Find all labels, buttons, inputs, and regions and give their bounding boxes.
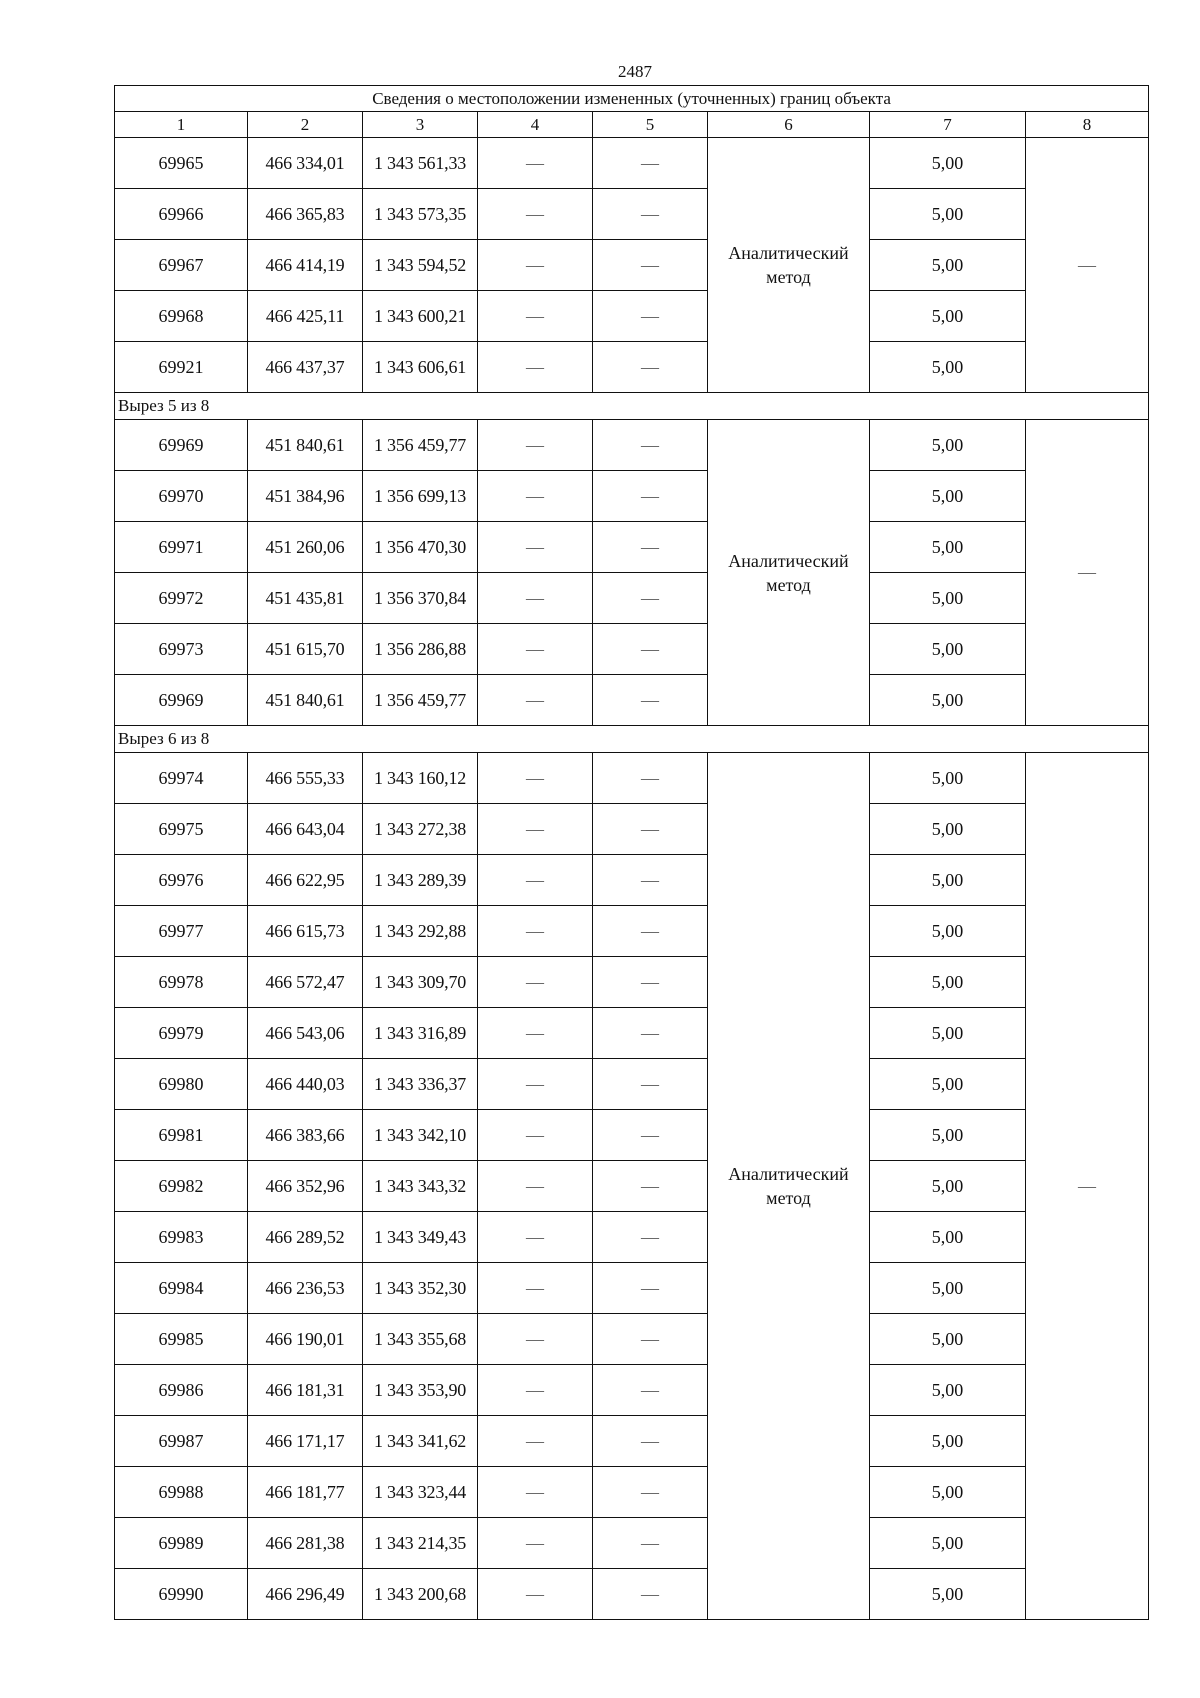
column-4-cell: — (478, 240, 593, 291)
x-coordinate-cell: 466 181,31 (248, 1365, 363, 1416)
y-coordinate-cell: 1 356 286,88 (363, 624, 478, 675)
column-5-cell: — (593, 1212, 708, 1263)
column-4-cell: — (478, 1263, 593, 1314)
column-4-cell: — (478, 471, 593, 522)
y-coordinate-cell: 1 343 336,37 (363, 1059, 478, 1110)
accuracy-cell: 5,00 (870, 1569, 1026, 1620)
y-coordinate-cell: 1 343 289,39 (363, 855, 478, 906)
accuracy-cell: 5,00 (870, 291, 1026, 342)
column-4-cell: — (478, 624, 593, 675)
column-4-cell: — (478, 573, 593, 624)
section-header-row (115, 393, 1149, 420)
accuracy-cell: 5,00 (870, 624, 1026, 675)
point-number-cell: 69986 (115, 1365, 248, 1416)
column-4-cell: — (478, 1314, 593, 1365)
table-row (115, 1518, 1149, 1569)
accuracy-cell: 5,00 (870, 138, 1026, 189)
column-8-cell: — (1026, 420, 1149, 726)
x-coordinate-cell: 466 296,49 (248, 1569, 363, 1620)
x-coordinate-cell: 451 615,70 (248, 624, 363, 675)
y-coordinate-cell: 1 343 316,89 (363, 1008, 478, 1059)
column-5-cell: — (593, 291, 708, 342)
column-4-cell: — (478, 1569, 593, 1620)
accuracy-cell: 5,00 (870, 906, 1026, 957)
column-4-cell: — (478, 138, 593, 189)
accuracy-cell: 5,00 (870, 675, 1026, 726)
column-5-cell: — (593, 804, 708, 855)
accuracy-cell: 5,00 (870, 1161, 1026, 1212)
column-5-cell: — (593, 1569, 708, 1620)
point-number-cell: 69990 (115, 1569, 248, 1620)
y-coordinate-cell: 1 343 343,32 (363, 1161, 478, 1212)
column-number: 5 (593, 112, 708, 138)
column-number: 6 (708, 112, 870, 138)
table-row (115, 1467, 1149, 1518)
x-coordinate-cell: 466 190,01 (248, 1314, 363, 1365)
column-4-cell: — (478, 420, 593, 471)
accuracy-cell: 5,00 (870, 240, 1026, 291)
y-coordinate-cell: 1 356 470,30 (363, 522, 478, 573)
method-cell: Аналитический метод (708, 420, 870, 726)
point-number-cell: 69969 (115, 675, 248, 726)
y-coordinate-cell: 1 343 342,10 (363, 1110, 478, 1161)
x-coordinate-cell: 466 334,01 (248, 138, 363, 189)
y-coordinate-cell: 1 356 459,77 (363, 675, 478, 726)
point-number-cell: 69978 (115, 957, 248, 1008)
accuracy-cell: 5,00 (870, 1008, 1026, 1059)
x-coordinate-cell: 451 840,61 (248, 675, 363, 726)
column-4-cell: — (478, 1212, 593, 1263)
column-4-cell: — (478, 342, 593, 393)
table-row (115, 240, 1149, 291)
y-coordinate-cell: 1 343 292,88 (363, 906, 478, 957)
column-5-cell: — (593, 906, 708, 957)
column-5-cell: — (593, 573, 708, 624)
table-title: Сведения о местоположении измененных (уточненных) границ объекта (115, 86, 1149, 112)
y-coordinate-cell: 1 356 370,84 (363, 573, 478, 624)
y-coordinate-cell: 1 343 561,33 (363, 138, 478, 189)
point-number-cell: 69979 (115, 1008, 248, 1059)
table-row (115, 189, 1149, 240)
column-number-row (115, 112, 1149, 138)
table-row (115, 522, 1149, 573)
column-4-cell: — (478, 804, 593, 855)
column-4-cell: — (478, 1110, 593, 1161)
column-5-cell: — (593, 753, 708, 804)
point-number-cell: 69983 (115, 1212, 248, 1263)
boundary-coordinates-table (114, 85, 1149, 1620)
x-coordinate-cell: 466 543,06 (248, 1008, 363, 1059)
table-row (115, 1314, 1149, 1365)
x-coordinate-cell: 451 260,06 (248, 522, 363, 573)
table-row (115, 675, 1149, 726)
column-5-cell: — (593, 957, 708, 1008)
accuracy-cell: 5,00 (870, 1212, 1026, 1263)
table-row (115, 291, 1149, 342)
y-coordinate-cell: 1 343 355,68 (363, 1314, 478, 1365)
column-4-cell: — (478, 753, 593, 804)
point-number-cell: 69981 (115, 1110, 248, 1161)
point-number-cell: 69921 (115, 342, 248, 393)
column-5-cell: — (593, 138, 708, 189)
accuracy-cell: 5,00 (870, 1314, 1026, 1365)
x-coordinate-cell: 466 289,52 (248, 1212, 363, 1263)
accuracy-cell: 5,00 (870, 573, 1026, 624)
accuracy-cell: 5,00 (870, 1263, 1026, 1314)
table-row (115, 342, 1149, 393)
column-5-cell: — (593, 189, 708, 240)
column-number: 1 (115, 112, 248, 138)
column-5-cell: — (593, 1314, 708, 1365)
x-coordinate-cell: 466 615,73 (248, 906, 363, 957)
x-coordinate-cell: 466 555,33 (248, 753, 363, 804)
column-5-cell: — (593, 1161, 708, 1212)
y-coordinate-cell: 1 343 594,52 (363, 240, 478, 291)
accuracy-cell: 5,00 (870, 420, 1026, 471)
column-4-cell: — (478, 189, 593, 240)
column-4-cell: — (478, 1059, 593, 1110)
column-5-cell: — (593, 240, 708, 291)
y-coordinate-cell: 1 343 600,21 (363, 291, 478, 342)
y-coordinate-cell: 1 356 459,77 (363, 420, 478, 471)
column-8-cell: — (1026, 753, 1149, 1620)
column-number: 8 (1026, 112, 1149, 138)
table-row (115, 1161, 1149, 1212)
y-coordinate-cell: 1 343 573,35 (363, 189, 478, 240)
point-number-cell: 69976 (115, 855, 248, 906)
y-coordinate-cell: 1 343 214,35 (363, 1518, 478, 1569)
column-number: 3 (363, 112, 478, 138)
x-coordinate-cell: 451 840,61 (248, 420, 363, 471)
column-5-cell: — (593, 1110, 708, 1161)
accuracy-cell: 5,00 (870, 1110, 1026, 1161)
table-row (115, 1365, 1149, 1416)
point-number-cell: 69968 (115, 291, 248, 342)
point-number-cell: 69989 (115, 1518, 248, 1569)
table-row (115, 804, 1149, 855)
column-4-cell: — (478, 1161, 593, 1212)
point-number-cell: 69980 (115, 1059, 248, 1110)
method-cell: Аналитический метод (708, 138, 870, 393)
point-number-cell: 69966 (115, 189, 248, 240)
table-row (115, 855, 1149, 906)
point-number-cell: 69975 (115, 804, 248, 855)
x-coordinate-cell: 466 622,95 (248, 855, 363, 906)
column-5-cell: — (593, 1467, 708, 1518)
accuracy-cell: 5,00 (870, 804, 1026, 855)
table-row (115, 471, 1149, 522)
accuracy-cell: 5,00 (870, 957, 1026, 1008)
table-row (115, 1416, 1149, 1467)
x-coordinate-cell: 466 414,19 (248, 240, 363, 291)
y-coordinate-cell: 1 343 323,44 (363, 1467, 478, 1518)
column-5-cell: — (593, 624, 708, 675)
column-4-cell: — (478, 957, 593, 1008)
column-5-cell: — (593, 1518, 708, 1569)
column-5-cell: — (593, 1008, 708, 1059)
x-coordinate-cell: 466 572,47 (248, 957, 363, 1008)
accuracy-cell: 5,00 (870, 1416, 1026, 1467)
table-row (115, 753, 1149, 804)
y-coordinate-cell: 1 343 341,62 (363, 1416, 478, 1467)
accuracy-cell: 5,00 (870, 1518, 1026, 1569)
table-row (115, 138, 1149, 189)
table-row (115, 906, 1149, 957)
point-number-cell: 69973 (115, 624, 248, 675)
x-coordinate-cell: 466 643,04 (248, 804, 363, 855)
section-header-row (115, 726, 1149, 753)
point-number-cell: 69984 (115, 1263, 248, 1314)
column-8-cell: — (1026, 138, 1149, 393)
table-row (115, 1059, 1149, 1110)
point-number-cell: 69987 (115, 1416, 248, 1467)
column-5-cell: — (593, 420, 708, 471)
y-coordinate-cell: 1 343 352,30 (363, 1263, 478, 1314)
column-5-cell: — (593, 471, 708, 522)
y-coordinate-cell: 1 356 699,13 (363, 471, 478, 522)
x-coordinate-cell: 466 181,77 (248, 1467, 363, 1518)
y-coordinate-cell: 1 343 272,38 (363, 804, 478, 855)
point-number-cell: 69965 (115, 138, 248, 189)
column-4-cell: — (478, 1008, 593, 1059)
column-5-cell: — (593, 855, 708, 906)
column-4-cell: — (478, 522, 593, 573)
column-5-cell: — (593, 522, 708, 573)
column-number: 4 (478, 112, 593, 138)
point-number-cell: 69985 (115, 1314, 248, 1365)
point-number-cell: 69988 (115, 1467, 248, 1518)
column-5-cell: — (593, 1416, 708, 1467)
accuracy-cell: 5,00 (870, 522, 1026, 573)
accuracy-cell: 5,00 (870, 342, 1026, 393)
table-row (115, 1212, 1149, 1263)
y-coordinate-cell: 1 343 606,61 (363, 342, 478, 393)
x-coordinate-cell: 466 171,17 (248, 1416, 363, 1467)
x-coordinate-cell: 466 365,83 (248, 189, 363, 240)
section-label: Вырез 5 из 8 (115, 393, 1149, 420)
accuracy-cell: 5,00 (870, 1365, 1026, 1416)
y-coordinate-cell: 1 343 353,90 (363, 1365, 478, 1416)
section-label: Вырез 6 из 8 (115, 726, 1149, 753)
point-number-cell: 69972 (115, 573, 248, 624)
x-coordinate-cell: 451 384,96 (248, 471, 363, 522)
y-coordinate-cell: 1 343 200,68 (363, 1569, 478, 1620)
column-4-cell: — (478, 1518, 593, 1569)
y-coordinate-cell: 1 343 309,70 (363, 957, 478, 1008)
method-cell: Аналитический метод (708, 753, 870, 1620)
accuracy-cell: 5,00 (870, 753, 1026, 804)
point-number-cell: 69970 (115, 471, 248, 522)
accuracy-cell: 5,00 (870, 471, 1026, 522)
x-coordinate-cell: 466 236,53 (248, 1263, 363, 1314)
table-row (115, 1008, 1149, 1059)
accuracy-cell: 5,00 (870, 855, 1026, 906)
x-coordinate-cell: 466 425,11 (248, 291, 363, 342)
column-5-cell: — (593, 1365, 708, 1416)
column-number: 2 (248, 112, 363, 138)
y-coordinate-cell: 1 343 160,12 (363, 753, 478, 804)
table-row (115, 957, 1149, 1008)
column-4-cell: — (478, 1416, 593, 1467)
x-coordinate-cell: 466 383,66 (248, 1110, 363, 1161)
point-number-cell: 69974 (115, 753, 248, 804)
table-row (115, 1263, 1149, 1314)
table-row (115, 1110, 1149, 1161)
accuracy-cell: 5,00 (870, 1059, 1026, 1110)
x-coordinate-cell: 466 437,37 (248, 342, 363, 393)
table-row (115, 624, 1149, 675)
column-5-cell: — (593, 1263, 708, 1314)
accuracy-cell: 5,00 (870, 1467, 1026, 1518)
column-5-cell: — (593, 1059, 708, 1110)
x-coordinate-cell: 451 435,81 (248, 573, 363, 624)
x-coordinate-cell: 466 352,96 (248, 1161, 363, 1212)
point-number-cell: 69982 (115, 1161, 248, 1212)
table-row (115, 1569, 1149, 1620)
point-number-cell: 69971 (115, 522, 248, 573)
table-title-row (115, 86, 1149, 112)
column-4-cell: — (478, 906, 593, 957)
point-number-cell: 69969 (115, 420, 248, 471)
table-row (115, 420, 1149, 471)
column-5-cell: — (593, 342, 708, 393)
x-coordinate-cell: 466 281,38 (248, 1518, 363, 1569)
column-5-cell: — (593, 675, 708, 726)
column-4-cell: — (478, 1365, 593, 1416)
column-4-cell: — (478, 675, 593, 726)
column-4-cell: — (478, 855, 593, 906)
page-number: 2487 (618, 62, 652, 81)
x-coordinate-cell: 466 440,03 (248, 1059, 363, 1110)
column-4-cell: — (478, 1467, 593, 1518)
y-coordinate-cell: 1 343 349,43 (363, 1212, 478, 1263)
point-number-cell: 69977 (115, 906, 248, 957)
table-body (115, 86, 1149, 1620)
table-row (115, 573, 1149, 624)
column-number: 7 (870, 112, 1026, 138)
column-4-cell: — (478, 291, 593, 342)
point-number-cell: 69967 (115, 240, 248, 291)
accuracy-cell: 5,00 (870, 189, 1026, 240)
